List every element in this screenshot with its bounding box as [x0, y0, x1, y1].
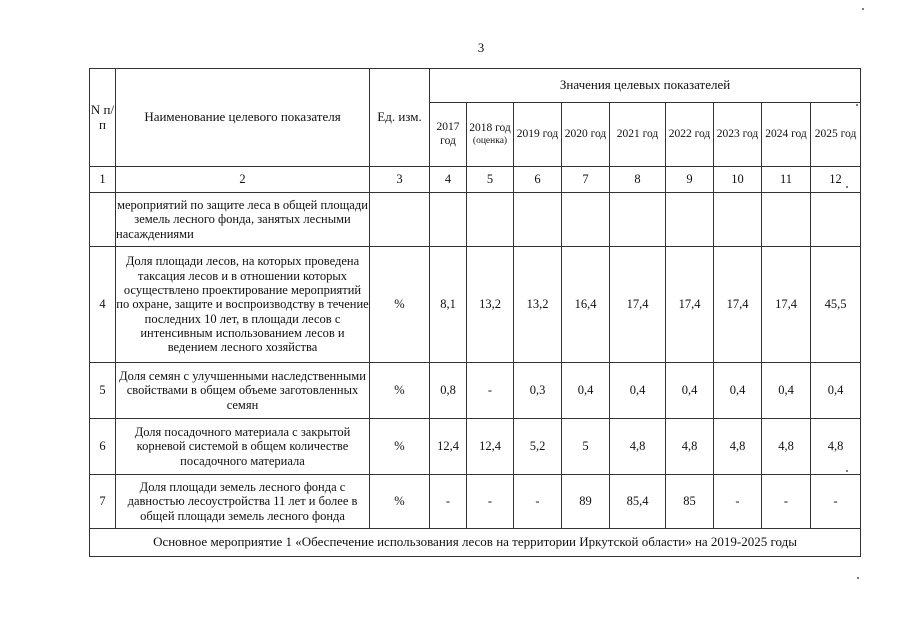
indicator-value: 0,4 [811, 363, 861, 419]
table-row [90, 247, 861, 363]
indicator-value: 17,4 [666, 247, 714, 363]
header-year-label: 2022 год [668, 127, 711, 140]
header-year [714, 103, 762, 167]
indicator-value: 13,2 [467, 247, 514, 363]
column-number: 9 [666, 167, 714, 193]
indicator-value [811, 193, 861, 247]
indicator-value: - [467, 475, 514, 529]
scan-speck [856, 104, 858, 106]
row-num: 5 [90, 363, 116, 419]
indicator-value: 5,2 [514, 419, 562, 475]
scan-speck [862, 8, 864, 10]
indicator-value [514, 193, 562, 247]
indicator-value [610, 193, 666, 247]
table-row [90, 475, 861, 529]
column-number: 5 [467, 167, 514, 193]
indicator-value: 4,8 [811, 419, 861, 475]
indicator-value: 0,4 [762, 363, 811, 419]
header-unit: Ед. изм. [370, 69, 430, 167]
column-number: 2 [116, 167, 370, 193]
indicator-value: 85,4 [610, 475, 666, 529]
indicator-value: 8,1 [430, 247, 467, 363]
table-row [90, 419, 861, 475]
indicator-name: Доля семян с улучшенными наследственными свойствами в общем объеме заготовленных семян [116, 363, 370, 419]
indicator-value: 0,4 [666, 363, 714, 419]
header-year [610, 103, 666, 167]
scan-speck [846, 186, 848, 188]
indicator-value: - [467, 363, 514, 419]
indicator-value [562, 193, 610, 247]
indicator-unit: % [370, 419, 430, 475]
indicator-value: 17,4 [610, 247, 666, 363]
header-num: N п/п [90, 69, 116, 167]
indicator-value [666, 193, 714, 247]
table-row-continued [90, 193, 861, 247]
header-values: Значения целевых показателей [430, 69, 861, 103]
header-year [762, 103, 811, 167]
header-name: Наименование целевого показателя [116, 69, 370, 167]
indicator-value: - [811, 475, 861, 529]
section-title: Основное мероприятие 1 «Обеспечение использования лесов на территории Иркутской области» на 2019-2025 годы [90, 529, 861, 557]
indicator-value: 16,4 [562, 247, 610, 363]
indicator-value [467, 193, 514, 247]
column-number: 7 [562, 167, 610, 193]
column-number: 1 [90, 167, 116, 193]
target-indicators-table [89, 68, 861, 557]
indicator-value: 89 [562, 475, 610, 529]
indicator-value [714, 193, 762, 247]
header-year-label: 2024 год [765, 127, 807, 140]
indicator-value: 0,4 [714, 363, 762, 419]
row-num: 6 [90, 419, 116, 475]
indicator-value: 0,3 [514, 363, 562, 419]
indicator-value: 12,4 [467, 419, 514, 475]
indicator-value: 4,8 [610, 419, 666, 475]
header-year [811, 103, 861, 167]
column-number: 8 [610, 167, 666, 193]
header-year [666, 103, 714, 167]
header-year-label: 2025 год [814, 127, 857, 140]
indicator-value: 13,2 [514, 247, 562, 363]
row-num [90, 193, 116, 247]
indicator-name: Доля посадочного материала с закрытой корневой системой в общем количестве посадочного материала [116, 419, 370, 475]
indicator-name: Доля площади лесов, на которых проведена таксация лесов и в отношении которых осуществлено проектирование мероприятий по охране, защите и воспроизводству в течение последних 10 лет, в площади лесов с интенсивным использованием лесов и ведением лесного хозяйства [116, 247, 370, 363]
indicator-value: 0,4 [610, 363, 666, 419]
header-year-note: (оценка) [472, 135, 508, 146]
indicator-value: - [762, 475, 811, 529]
row-num: 4 [90, 247, 116, 363]
header-year-label: 2020 год [564, 127, 607, 140]
column-number: 6 [514, 167, 562, 193]
indicator-value: 5 [562, 419, 610, 475]
indicator-value: 17,4 [762, 247, 811, 363]
header-year-label: 2017 год [436, 121, 460, 147]
indicator-value: 0,8 [430, 363, 467, 419]
header-year-label: 2023 год [716, 127, 759, 140]
indicator-value: 45,5 [811, 247, 861, 363]
header-year [467, 103, 514, 167]
row-num: 7 [90, 475, 116, 529]
header-year [430, 103, 467, 167]
header-row-top [90, 69, 861, 103]
column-number: 12 [811, 167, 861, 193]
column-number: 4 [430, 167, 467, 193]
scan-speck [857, 577, 859, 579]
indicator-value: 4,8 [714, 419, 762, 475]
header-year-label: 2018 год [469, 122, 511, 135]
column-number: 10 [714, 167, 762, 193]
column-number: 3 [370, 167, 430, 193]
indicator-value [430, 193, 467, 247]
header-year-label: 2019 год [516, 127, 559, 140]
indicator-unit: % [370, 475, 430, 529]
header-year [562, 103, 610, 167]
section-row [90, 529, 861, 557]
indicator-value: 4,8 [666, 419, 714, 475]
indicator-value [762, 193, 811, 247]
indicator-value: - [714, 475, 762, 529]
indicator-value: 0,4 [562, 363, 610, 419]
indicator-value: 4,8 [762, 419, 811, 475]
column-number: 11 [762, 167, 811, 193]
indicator-name: Доля площади земель лесного фонда с давностью лесоустройства 11 лет и более в общей площади земель лесного фонда [116, 475, 370, 529]
indicator-value: 12,4 [430, 419, 467, 475]
indicator-value: - [430, 475, 467, 529]
table-row [90, 363, 861, 419]
indicator-unit: % [370, 247, 430, 363]
indicator-unit [370, 193, 430, 247]
page-number: 3 [477, 40, 485, 55]
column-numbers-row [90, 167, 861, 193]
header-year [514, 103, 562, 167]
indicator-value: 17,4 [714, 247, 762, 363]
indicator-value: 85 [666, 475, 714, 529]
indicator-name: мероприятий по защите леса в общей площади земель лесного фонда, занятых лесными насаждениями [116, 193, 370, 247]
indicator-unit: % [370, 363, 430, 419]
indicator-value: - [514, 475, 562, 529]
header-year-label: 2021 год [616, 127, 659, 140]
scan-speck [846, 470, 848, 472]
